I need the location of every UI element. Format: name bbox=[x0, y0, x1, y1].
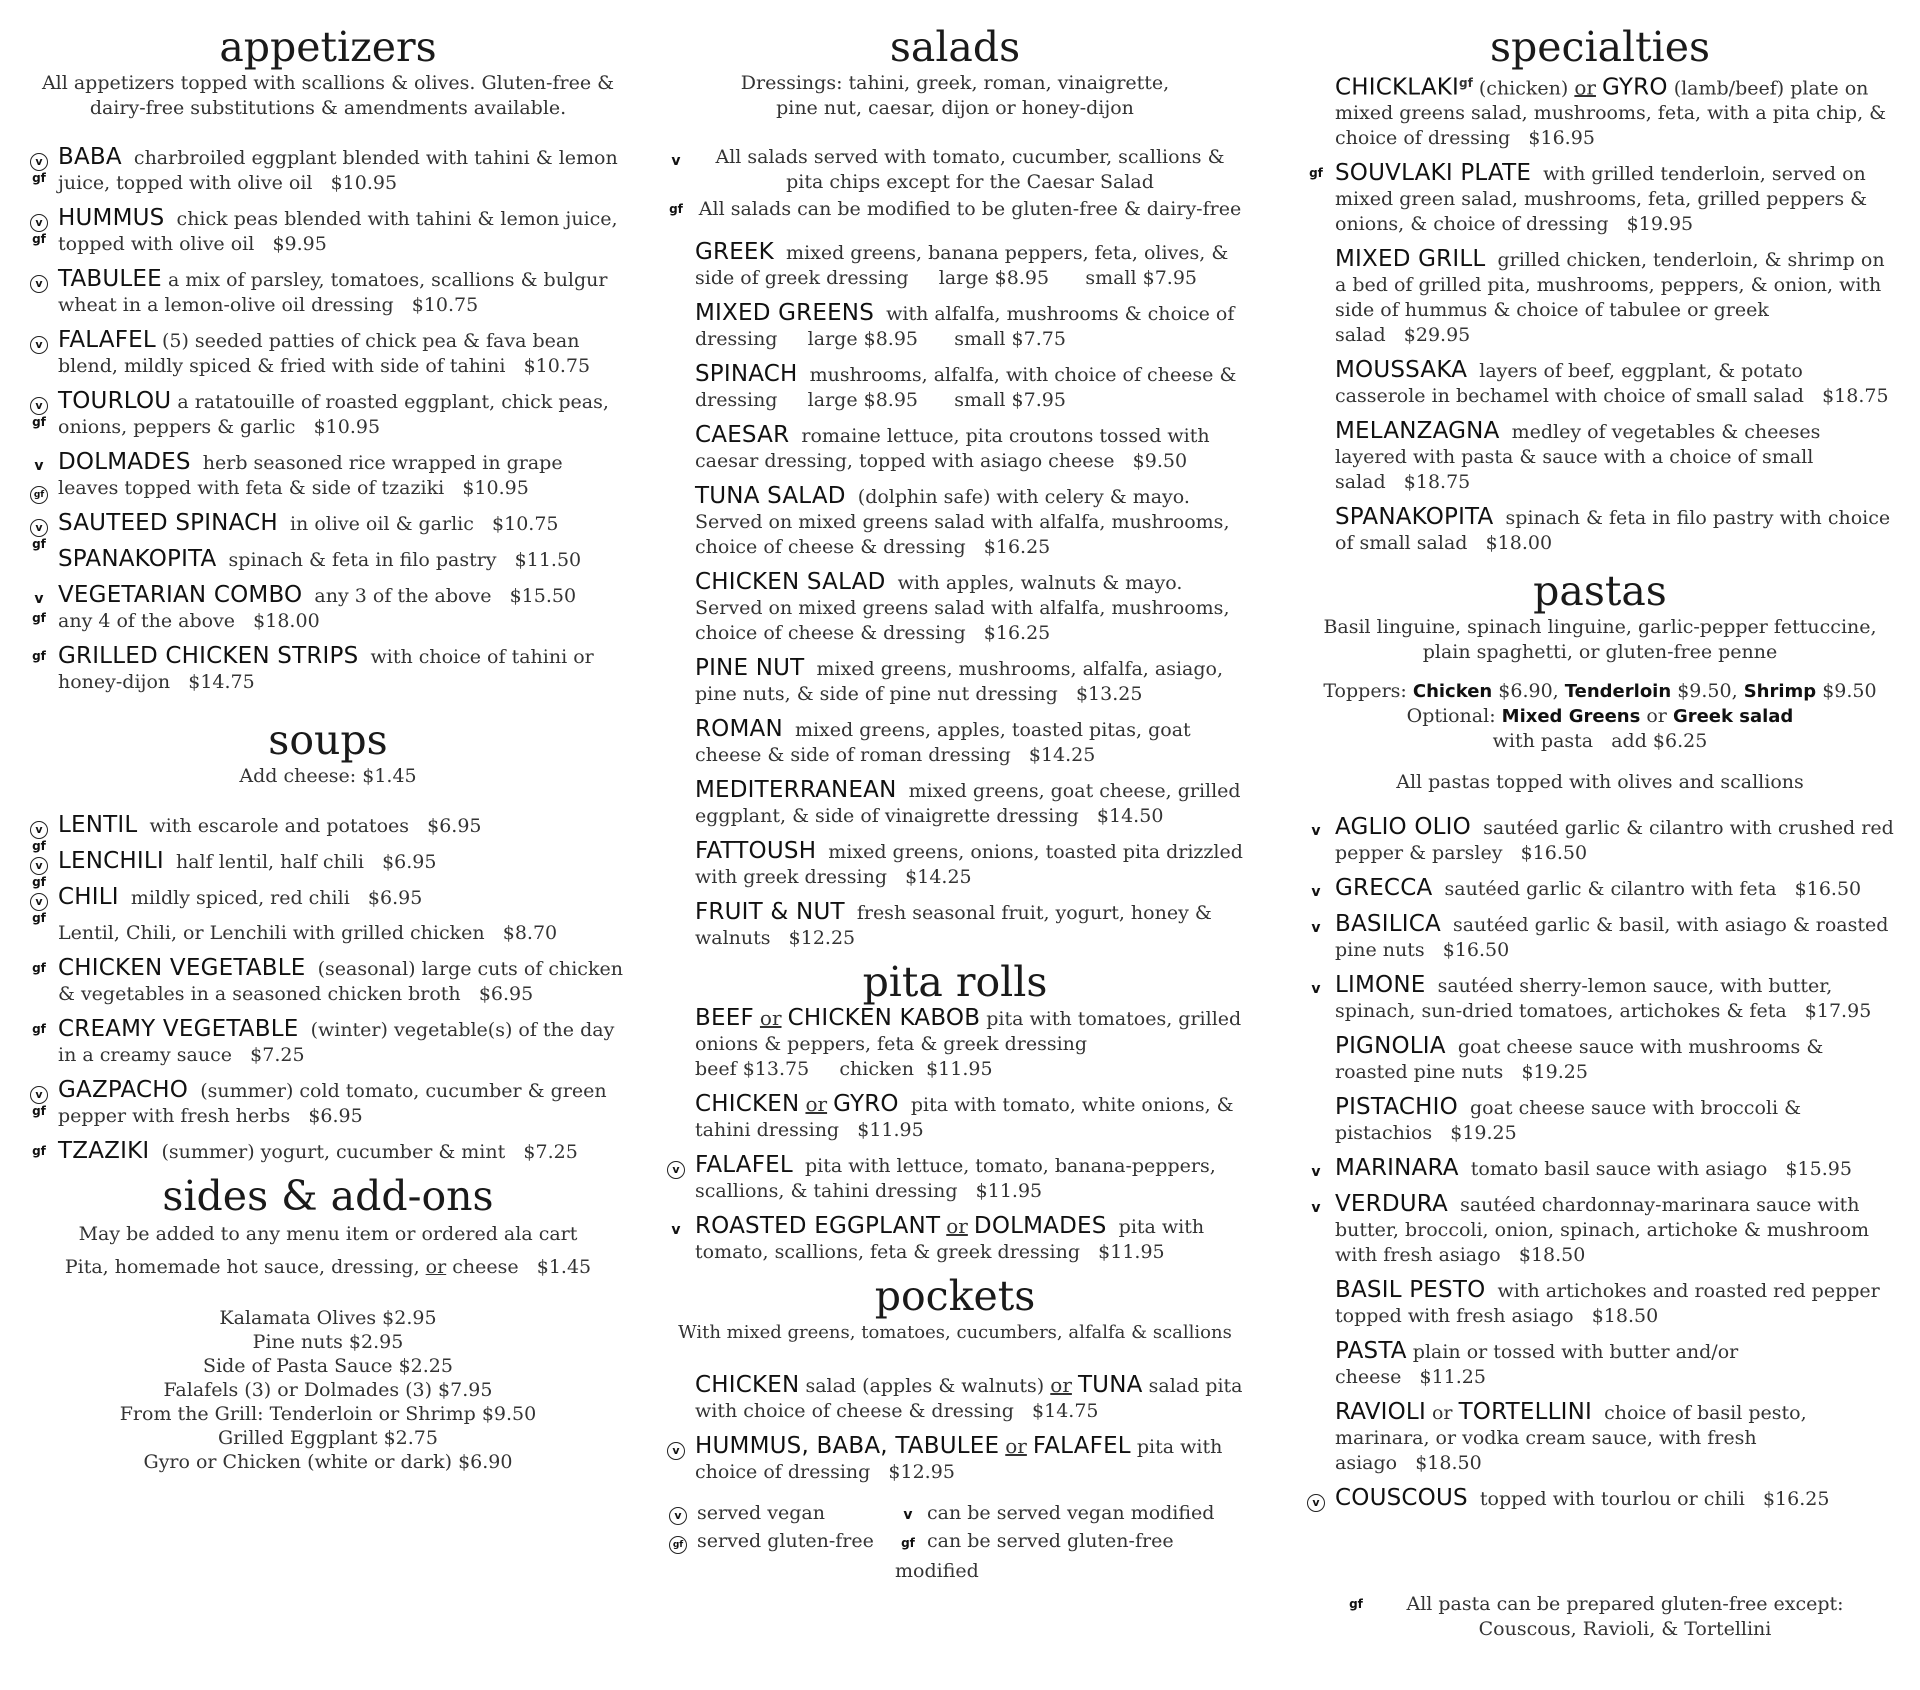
menu-item-basil-pesto: BASIL PESTO with artichokes and roasted red pepper topped with fresh asiago $18.50 bbox=[1335, 1277, 1880, 1328]
pockets-heading: pockets bbox=[874, 1272, 1036, 1321]
menu-item-limone: v LIMONE sautéed sherry-lemon sauce, with butter, spinach, sun-dried tomatoes, artichokes & feta $17.95 bbox=[1305, 973, 1895, 1024]
menu-item-marinara: v MARINARA tomato basil sauce with asiago $15.95 bbox=[1305, 1156, 1895, 1182]
v-marker: v bbox=[1311, 823, 1321, 840]
vegan-gf-marker: v gf bbox=[28, 513, 50, 550]
specialties-heading: specialties bbox=[1489, 23, 1711, 71]
appetizers-note-1: All appetizers topped with scallions & olives. Gluten-free & bbox=[41, 72, 615, 95]
menu-item-ravioli-tortellini: RAVIOLI or TORTELLINI choice of basil pesto, marinara, or vodka cream sauce, with fresh asiago $18.50 bbox=[1335, 1399, 1807, 1475]
salads-heading: salads bbox=[889, 23, 1021, 71]
sides-item: Gyro or Chicken (white or dark) $6.90 bbox=[143, 1451, 513, 1474]
column-right bbox=[1305, 23, 1895, 1642]
menu-item-roman: ROMAN mixed greens, apples, toasted pitas, goat cheese & side of roman dressing $14.25 bbox=[695, 716, 1191, 767]
vegan-gf-marker: v gf bbox=[28, 208, 50, 245]
sides-item: Side of Pasta Sauce $2.25 bbox=[203, 1355, 453, 1378]
menu-item-beef-chicken-kabob: BEEF or CHICKEN KABOB pita with tomatoes, grilled onions & peppers, feta & greek dressing beef $13.75 chicken $11.95 bbox=[695, 1005, 1242, 1081]
menu-item-falafel-pita: v FALAFEL pita with lettuce, tomato, banana-peppers, scallions, & tahini dressing $11.95 bbox=[665, 1153, 1245, 1204]
menu-item-pine-nut: PINE NUT mixed greens, mushrooms, alfalfa, asiago, pine nuts, & side of pine nut dressing $13.25 bbox=[695, 655, 1223, 706]
menu-item-baba: v gf BABA charbroiled eggplant blended with tahini & lemon juice, topped with olive oil $10.95 bbox=[28, 145, 628, 196]
menu-item-basilica: v BASILICA sautéed garlic & basil, with asiago & roasted pine nuts $16.50 bbox=[1305, 912, 1895, 963]
vegan-gf-marker: v gf bbox=[28, 851, 50, 888]
menu-item-greek: GREEK mixed greens, banana peppers, feta, olives, & side of greek dressing large $8.95 small $7.95 bbox=[695, 239, 1229, 290]
menu-item-grecca: v GRECCA sautéed garlic & cilantro with feta $16.50 bbox=[1305, 876, 1895, 902]
sides-item: Pine nuts $2.95 bbox=[252, 1331, 404, 1354]
soups-grilled-chicken-line: Lentil, Chili, or Lenchili with grilled chicken $8.70 bbox=[58, 922, 558, 945]
sides-item: Falafels (3) or Dolmades (3) $7.95 bbox=[163, 1379, 493, 1402]
menu-item-verdura: v VERDURA sautéed chardonnay-marinara sauce with butter, broccoli, onion, spinach, artichoke & mushroom with fresh asiago $18.50 bbox=[1305, 1192, 1895, 1268]
pastas-note-2: plain spaghetti, or gluten-free penne bbox=[1422, 641, 1778, 664]
appetizers-note-2: dairy-free substitutions & amendments available. bbox=[89, 97, 567, 120]
menu-item-grilled-chicken-strips: gf GRILLED CHICKEN STRIPS with choice of tahini or honey-dijon $14.75 bbox=[28, 644, 628, 695]
dietary-legend bbox=[665, 1499, 1245, 1583]
legend-vegan-modified: v can be served vegan modified bbox=[903, 1502, 1215, 1525]
menu-item-fattoush: FATTOUSH mixed greens, onions, toasted pita drizzled with greek dressing $14.25 bbox=[695, 838, 1243, 889]
gf-marker: gf bbox=[32, 1022, 46, 1037]
appetizers-heading: appetizers bbox=[219, 23, 437, 71]
sides-heading: sides & add-ons bbox=[162, 1172, 494, 1221]
menu-item-chicken-gyro: CHICKEN or GYRO pita with tomato, white onions, & tahini dressing $11.95 bbox=[695, 1091, 1234, 1142]
menu-item-aglio-olio: v AGLIO OLIO sautéed garlic & cilantro with crushed red pepper & parsley $16.50 bbox=[1305, 815, 1895, 866]
pockets-note: With mixed greens, tomatoes, cucumbers, alfalfa & scallions bbox=[678, 1322, 1232, 1344]
vegan-marker: v bbox=[665, 1155, 687, 1180]
menu-item-caesar: CAESAR romaine lettuce, pita croutons tossed with caesar dressing, topped with asiago cheese $9.50 bbox=[695, 422, 1210, 473]
sides-basic-line: Pita, homemade hot sauce, dressing, or cheese $1.45 bbox=[64, 1256, 592, 1279]
vegan-marker: v bbox=[28, 269, 50, 294]
menu-item-falafel: v FALAFEL (5) seeded patties of chick pea & fava bean blend, mildly spiced & fried with side of tahini $10.75 bbox=[28, 328, 628, 379]
gf-marker: gf bbox=[32, 1144, 46, 1159]
menu-item-sauteed-spinach: v gf SAUTEED SPINACH in olive oil & garlic $10.75 bbox=[28, 511, 628, 537]
menu-item-tabulee: v TABULEE a mix of parsley, tomatoes, scallions & bulgur wheat in a lemon-olive oil dressing $10.75 bbox=[28, 267, 628, 318]
pastas-heading: pastas bbox=[1533, 567, 1667, 616]
vegan-marker: v bbox=[28, 330, 50, 355]
pastas-topped-note: All pastas topped with olives and scallions bbox=[1396, 771, 1804, 794]
column-middle bbox=[665, 23, 1245, 1583]
menu-item-dolmades: v gf DOLMADES herb seasoned rice wrapped in grape leaves topped with feta & side of tzaziki $10.95 bbox=[28, 450, 628, 501]
menu-item-pignolia: PIGNOLIA goat cheese sauce with mushrooms & roasted pine nuts $19.25 bbox=[1335, 1033, 1824, 1084]
salads-rule-gf: gf All salads can be modified to be gluten-free & dairy-free bbox=[669, 198, 1242, 221]
menu-item-lenchili: v gf LENCHILI half lentil, half chili $6.95 bbox=[28, 849, 628, 875]
menu-item-chicken-vegetable: gf CHICKEN VEGETABLE (seasonal) large cuts of chicken & vegetables in a seasoned chicken broth $6.95 bbox=[28, 956, 628, 1007]
v-marker: v bbox=[1311, 884, 1321, 901]
legend-gf-modified: gf can be served gluten-free modified bbox=[895, 1530, 1174, 1583]
v-gf-marker: v gf bbox=[32, 591, 46, 626]
menu-item-fruit-nut: FRUIT & NUT fresh seasonal fruit, yogurt, honey & walnuts $12.25 bbox=[695, 899, 1212, 950]
legend-vegan: v served vegan bbox=[665, 1499, 825, 1527]
vegan-gf-marker: v gf bbox=[28, 147, 50, 184]
vegan-gf-marker: v gf bbox=[28, 887, 50, 924]
menu-item-chili: v gf CHILI mildly spiced, red chili $6.95 bbox=[28, 885, 628, 911]
menu-item-chicken-tuna-pocket: CHICKEN salad (apples & walnuts) or TUNA salad pita with choice of cheese & dressing $14.75 bbox=[695, 1372, 1243, 1423]
menu-item-pasta: PASTA plain or tossed with butter and/or cheese $11.25 bbox=[1335, 1338, 1739, 1389]
menu-item-gazpacho: v gf GAZPACHO (summer) cold tomato, cucumber & green pepper with fresh herbs $6.95 bbox=[28, 1078, 628, 1129]
pastas-gf-note: gf All pasta can be prepared gluten-free except: Couscous, Ravioli, & Tortellini bbox=[1349, 1593, 1844, 1641]
salads-rule-v: v All salads served with tomato, cucumber, scallions & pita chips except for the Caesar Salad bbox=[671, 146, 1225, 194]
menu-item-spanakopita-plate: SPANAKOPITA spinach & feta in filo pastry with choice of small salad $18.00 bbox=[1335, 504, 1891, 555]
soups-heading: soups bbox=[268, 716, 388, 765]
menu-item-mediterranean: MEDITERRANEAN mixed greens, goat cheese, grilled eggplant, & side of vinaigrette dressing $14.50 bbox=[695, 777, 1241, 828]
menu-item-spinach: SPINACH mushrooms, alfalfa, with choice of cheese & dressing large $8.95 small $7.95 bbox=[695, 361, 1237, 412]
v-marker: v bbox=[671, 1222, 681, 1239]
sides-item: From the Grill: Tenderloin or Shrimp $9.50 bbox=[119, 1403, 537, 1426]
menu-item-melanzagna: MELANZAGNA medley of vegetables & cheeses layered with pasta & sauce with a choice of small salad $18.75 bbox=[1335, 418, 1821, 494]
menu-item-tourlou: v gf TOURLOU a ratatouille of roasted eggplant, chick peas, onions, peppers & garlic $10.95 bbox=[28, 389, 628, 440]
vegan-gf-marker: v gf bbox=[28, 815, 50, 852]
menu-item-lentil: v gf LENTIL with escarole and potatoes $6.95 bbox=[28, 813, 628, 839]
menu-item-creamy-vegetable: gf CREAMY VEGETABLE (winter) vegetable(s) of the day in a creamy sauce $7.25 bbox=[28, 1017, 628, 1068]
v-marker: v bbox=[1311, 981, 1321, 998]
column-left bbox=[28, 23, 628, 1474]
salads-dressings-1: Dressings: tahini, greek, roman, vinaigrette, bbox=[740, 72, 1170, 95]
vegan-marker: v bbox=[1305, 1488, 1327, 1513]
menu-item-hummus-falafel-pocket: v HUMMUS, BABA, TABULEE or FALAFEL pita with choice of dressing $12.95 bbox=[665, 1434, 1245, 1485]
menu-item-mixed-grill: MIXED GRILL grilled chicken, tenderloin, & shrimp on a bed of grilled pita, mushrooms, peppers, & onion, with side of hummus & choice of tabulee or greek salad $29.95 bbox=[1335, 246, 1885, 347]
sides-item: Grilled Eggplant $2.75 bbox=[217, 1427, 438, 1450]
vegan-marker: v bbox=[665, 1436, 687, 1461]
menu-item-spanakopita: SPANAKOPITA spinach & feta in filo pastry $11.50 bbox=[58, 546, 582, 573]
gf-marker: gf bbox=[32, 649, 46, 664]
menu-item-eggplant-dolmades: v ROASTED EGGPLANT or DOLMADES pita with tomato, scallions, feta & greek dressing $11.95 bbox=[665, 1214, 1245, 1265]
vegan-gf-marker: v gf bbox=[28, 1080, 50, 1117]
menu-item-tzaziki: gf TZAZIKI (summer) yogurt, cucumber & mint $7.25 bbox=[28, 1139, 628, 1165]
menu-item-moussaka: MOUSSAKA layers of beef, eggplant, & potato casserole in bechamel with choice of small salad $18.75 bbox=[1335, 357, 1889, 408]
gf-marker: gf bbox=[32, 961, 46, 976]
menu-item-mixed-greens: MIXED GREENS with alfalfa, mushrooms & choice of dressing large $8.95 small $7.75 bbox=[695, 300, 1235, 351]
v-gf-marker: v gf bbox=[28, 452, 50, 504]
menu-item-pistachio: PISTACHIO goat cheese sauce with broccoli & pistachios $19.25 bbox=[1335, 1094, 1801, 1145]
v-marker: v bbox=[1311, 920, 1321, 937]
sides-note: May be added to any menu item or ordered ala cart bbox=[78, 1223, 578, 1246]
pita-rolls-heading: pita rolls bbox=[862, 958, 1048, 1007]
gf-marker: gf bbox=[1309, 166, 1323, 181]
menu-item-souvlaki-plate: gf SOUVLAKI PLATE with grilled tenderloin, served on mixed green salad, mushrooms, feta, grilled peppers & onions, & choice of dressing $19.95 bbox=[1305, 161, 1895, 237]
v-marker: v bbox=[1311, 1164, 1321, 1181]
v-marker: v bbox=[1311, 1200, 1321, 1217]
menu-item-chicklaki-gyro: $CHICKLAKI^{gf}$ (chicken) or GYRO (lamb/beef) plate on mixed greens salad, mushrooms, feta, with a pita chip, & choice of dressing $16.95 bbox=[1335, 74, 1887, 150]
menu-item-hummus: v gf HUMMUS chick peas blended with tahini & lemon juice, topped with olive oil $9.95 bbox=[28, 206, 628, 257]
pastas-optional: Optional: Mixed Greens or Greek salad with pasta add $6.25 bbox=[1406, 705, 1794, 753]
menu-item-tuna-salad: TUNA SALAD (dolphin safe) with celery & mayo. Served on mixed greens salad with alfalfa, mushrooms, choice of cheese & dressing $16.25 bbox=[695, 483, 1230, 559]
menu-item-chicken-salad: CHICKEN SALAD with apples, walnuts & mayo. Served on mixed greens salad with alfalfa, mushrooms, choice of cheese & dressing $16.25 bbox=[695, 569, 1230, 645]
menu-item-couscous: v COUSCOUS topped with tourlou or chili $16.25 bbox=[1305, 1486, 1895, 1512]
pastas-note-1: Basil linguine, spinach linguine, garlic-pepper fettuccine, bbox=[1323, 616, 1877, 639]
pastas-toppers: Toppers: Chicken $6.90, Tenderloin $9.50, Shrimp $9.50 bbox=[1323, 680, 1877, 703]
vegan-gf-marker: v gf bbox=[28, 391, 50, 428]
menu-item-vegetarian-combo: v gf VEGETARIAN COMBO any 3 of the above $15.50 any 4 of the above $18.00 bbox=[28, 583, 628, 634]
salads-dressings-2: pine nut, caesar, dijon or honey-dijon bbox=[776, 97, 1134, 120]
soups-note: Add cheese: $1.45 bbox=[239, 765, 417, 788]
legend-gf: gf served gluten-free bbox=[665, 1527, 874, 1555]
sides-item: Kalamata Olives $2.95 bbox=[219, 1307, 437, 1330]
